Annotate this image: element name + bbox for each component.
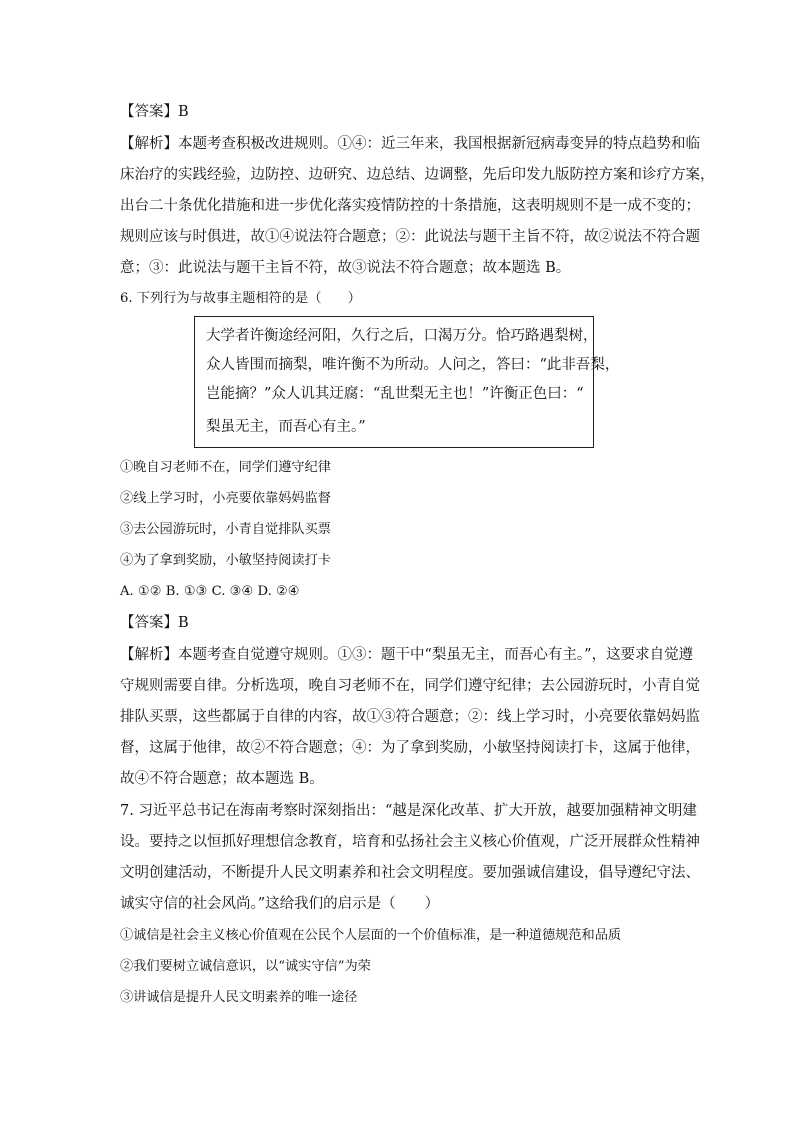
q6-analysis-line: 【解析】本题考查自觉遵守规则。①③：题干中“梨虽无主，而吾心有主。”，这要求自觉遵	[120, 647, 694, 663]
q5-analysis-line: 【解析】本题考查积极改进规则。①④：近三年来，我国根据新冠病毒变异的特点趋势和临	[120, 136, 700, 152]
q7-stem-line: 文明创建活动，不断提升人民文明素养和社会文明程度。要加强诚信建设，倡导遵纪守法、	[120, 865, 700, 881]
q7-option: ①诚信是社会主义核心价值观在公民个人层面的一个价值标准，是一种道德规范和品质	[120, 928, 622, 943]
q5-analysis-line: 出台二十条优化措施和进一步优化落实疫情防控的十条措施，这表明规则不是一成不变的；	[120, 198, 700, 214]
q6-analysis-line: 督，这属于他律，故②不符合题意；④：为了拿到奖励，小敏坚持阅读打卡，这属于他律，	[120, 740, 700, 756]
story-line: 众人皆围而摘梨，唯许衡不为所动。人问之，答曰：“此非吾梨，	[206, 357, 620, 373]
q5-analysis-line: 意；③：此说法与题干主旨不符，故③说法不符合题意；故本题选 B。	[120, 260, 571, 276]
q6-option: ③去公园游玩时，小青自觉排队买票	[120, 522, 331, 537]
q7-stem-line: 诚实守信的社会风尚。”这给我们的启示是（ ）	[120, 896, 440, 912]
q5-answer: 【答案】B	[120, 104, 189, 120]
q6-stem: 6. 下列行为与故事主题相符的是（ ）	[120, 291, 361, 306]
q5-analysis-line: 规则应该与时俱进，故①④说法符合题意；②：此说法与题干主旨不符，故②说法不符合题	[120, 229, 700, 245]
q7-stem-line: 7. 习近平总书记在海南考察时深刻指出：“越是深化改革、扩大开放，越要加强精神文明建	[120, 803, 697, 819]
story-line: 梨虽无主，而吾心有主。”	[206, 419, 366, 435]
q6-analysis-line: 守规则需要自律。分析选项，晚自习老师不在，同学们遵守纪律；去公园游玩时，小青自觉	[120, 678, 700, 694]
story-line: 大学者许衡途经河阳，久行之后，口渴万分。恰巧路遇梨树，	[206, 328, 598, 344]
story-box	[194, 316, 620, 448]
q7-option: ③讲诚信是提升人民文明素养的唯一途径	[120, 990, 358, 1005]
q6-answer: 【答案】B	[120, 615, 189, 631]
q6-option: ④为了拿到奖励，小敏坚持阅读打卡	[120, 553, 331, 568]
q7-option: ②我们要树立诚信意识，以“诚实守信”为荣	[120, 959, 371, 974]
q6-analysis-line: 故④不符合题意；故本题选 B。	[120, 771, 324, 787]
q7-stem-line: 设。要持之以恒抓好理想信念教育，培育和弘扬社会主义核心价值观，广泛开展群众性精神	[120, 834, 700, 850]
q6-choices: A. ①② B. ①③ C. ③④ D. ②④	[120, 584, 300, 599]
q5-analysis-line: 床治疗的实践经验，边防控、边研究、边总结、边调整，先后印发九版防控方案和诊疗方案，	[120, 167, 715, 183]
q6-option: ①晚自习老师不在，同学们遵守纪律	[120, 460, 331, 475]
q6-option: ②线上学习时，小亮要依靠妈妈监督	[120, 491, 331, 506]
q6-analysis-line: 排队买票，这些都属于自律的内容，故①③符合题意；②：线上学习时，小亮要依靠妈妈监	[120, 709, 700, 725]
story-line: 岂能摘？”众人讥其迂腐：“乱世梨无主也！”许衡正色曰：“	[206, 386, 584, 402]
